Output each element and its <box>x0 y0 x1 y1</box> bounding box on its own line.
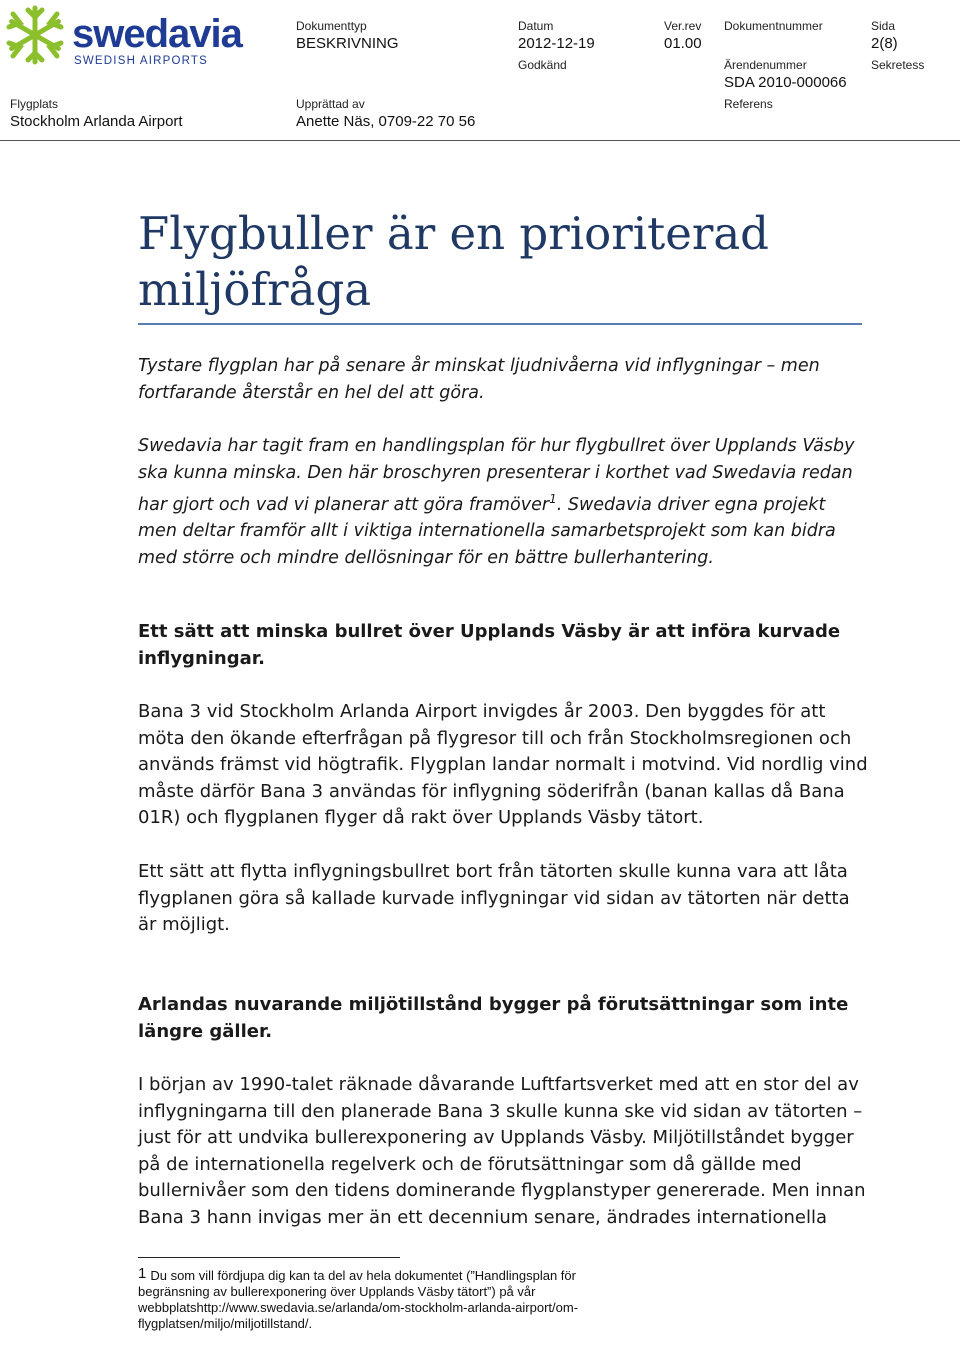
doc-number-label: Dokumentnummer <box>724 19 823 33</box>
page-value: 2(8) <box>871 35 898 52</box>
case-number-label: Ärendenummer <box>724 58 807 72</box>
author-label: Upprättad av <box>296 97 365 111</box>
rev-value: 01.00 <box>664 35 702 52</box>
intro-text-before: Swedavia har tagit fram en handlingsplan för hur flygbullret över Upplands Väsby ska kunna minska. Den här broschyren presenterar i korthet vad Swedavia redan har gjort och vad vi planerar att göra framöver <box>138 436 855 515</box>
date-label: Datum <box>518 19 554 33</box>
section-heading-permit: Arlandas nuvarande miljötillstånd bygger på förutsättningar som inte längre gäller. <box>138 994 849 1042</box>
body-paragraph-runway: Bana 3 vid Stockholm Arlanda Airport invigdes år 2003. Den byggdes för att möta den ökande efterfrågan på flygresor till och från Stockholmsregionen och används främst vid högtrafik. Flygplan landar normalt i motvind. Vid nordlig vind måste därför Bana 3 användas för inflygning söderifrån (banan kallas då Bana 01R) och flygplanen flyger då rakt över Upplands Väsby tätort. <box>138 701 868 828</box>
body-paragraph-curved: Ett sätt att flytta inflygningsbullret bort från tätorten skulle kunna vara att låta flygplanen göra så kallade kurvade inflygningar vid sidan av tätorten när detta är möjligt. <box>138 861 850 935</box>
footnote-mark: 1 <box>138 1265 147 1282</box>
body-paragraph-history: I början av 1990-talet räknade dåvarande Luftfartsverket med att en stor del av inflygningarna till den planerade Bana 3 skulle kunna ske vid sidan av tätorten – just för att undvika bullerexponering av Upplands Väsby. Miljötillståndet bygger på de internationella regelverk och de förutsättningar som då gällde med bullernivåer som den tidens dominerande flygplanstyper genererade. Men innan Bana 3 hann invigas mer än ett decennium senare, ändrades internationella <box>138 1074 866 1228</box>
header-divider <box>0 140 960 141</box>
article-title: Flygbuller är en prioriterad miljöfråga <box>138 207 769 316</box>
footnote-text[interactable]: Du som vill fördjupa dig kan ta del av hela dokumentet (”Handlingsplan för begränsning av bullerexponering över Upplands Väsby tätort”) på vår webbplatshttp://www.swedavia.se/arlanda/om-stockholm-arlanda-airport/om-flygplatsen/miljo/miljotillstand/. <box>138 1268 579 1331</box>
snowflake-logo-icon <box>4 4 66 66</box>
rev-label: Ver.rev <box>664 19 702 33</box>
footnote-reference[interactable]: 1 <box>549 492 557 506</box>
logo-wordmark: swedavia <box>72 12 242 56</box>
logo-tagline: SWEDISH AIRPORTS <box>74 55 209 67</box>
reference-label: Referens <box>724 97 773 111</box>
doc-type-label: Dokumenttyp <box>296 19 367 33</box>
author-value: Anette Näs, 0709-22 70 56 <box>296 113 476 130</box>
intro-text-after: . Swedavia driver egna projekt men deltar framför allt i viktiga internationella samarbetsprojekt som kan bidra med större och mindre dellösningar för en bättre bullerhantering. <box>138 494 836 568</box>
lead-paragraph: Tystare flygplan har på senare år minskat ljudnivåerna vid inflygningar – men fortfarande återstår en hel del att göra. <box>138 356 820 403</box>
footnote-divider <box>138 1257 400 1258</box>
page-label: Sida <box>871 19 896 33</box>
footnote <box>138 1266 638 1332</box>
approved-label: Godkänd <box>518 58 567 72</box>
title-underline <box>138 323 862 325</box>
swedavia-logo <box>4 4 242 68</box>
secrecy-label: Sekretess <box>871 58 925 72</box>
airport-value: Stockholm Arlanda Airport <box>10 113 183 130</box>
case-number-value: SDA 2010-000066 <box>724 74 847 91</box>
section-heading-curved-approaches: Ett sätt att minska bullret över Upplands Väsby är att införa kurvade inflygningar. <box>138 621 841 669</box>
date-value: 2012-12-19 <box>518 35 595 52</box>
intro-paragraph <box>138 433 868 571</box>
airport-label: Flygplats <box>10 97 59 111</box>
doc-type-value: BESKRIVNING <box>296 35 399 52</box>
